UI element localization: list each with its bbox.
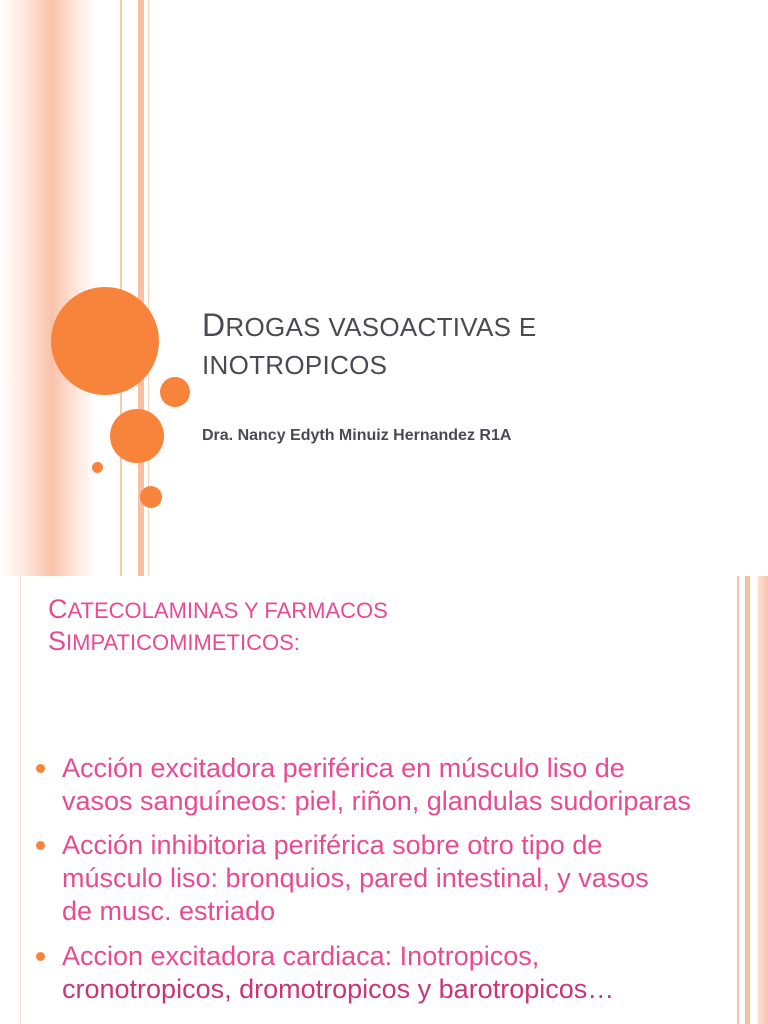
content-slide	[0, 576, 768, 1024]
decorative-circle	[140, 486, 162, 508]
decorative-circle	[160, 377, 190, 407]
bullet-line: de musc. estriado	[62, 896, 276, 926]
bullet-dot-icon	[36, 952, 45, 961]
bullet-dot-icon	[36, 841, 45, 850]
bullet-item	[62, 940, 762, 1006]
decorative-circle-large	[51, 287, 159, 395]
decorative-stripe	[20, 576, 21, 1024]
decorative-circle	[110, 409, 164, 463]
slide-title-line-2: INOTROPICOS	[202, 350, 388, 380]
slide-heading-line-1: CATECOLAMINAS Y FARMACOS	[48, 594, 388, 624]
bullet-line: Acción inhibitoria periférica sobre otro tipo de	[62, 830, 603, 860]
bullet-line: cronotropicos, dromotropicos y barotropicos…	[62, 974, 615, 1004]
slide-title-line-1: DROGAS VASOACTIVAS E	[202, 307, 537, 343]
bullet-line: Accion excitadora cardiaca: Inotropicos,	[62, 941, 540, 971]
bullet-item	[62, 829, 762, 928]
bullet-line: músculo liso: bronquios, pared intestinal, y vasos	[62, 863, 649, 893]
decorative-stripe	[120, 0, 122, 576]
slide-heading-line-2: SIMPATICOMIMETICOS:	[48, 626, 300, 656]
bullet-line: Acción excitadora periférica en músculo liso de	[62, 753, 625, 783]
slide-subtitle: Dra. Nancy Edyth Minuiz Hernandez R1A	[202, 427, 512, 444]
decorative-circle	[92, 462, 103, 473]
bullet-line: vasos sanguíneos: piel, riñon, glandulas sudoriparas	[62, 786, 691, 816]
bullet-dot-icon	[36, 764, 45, 773]
decorative-stripe	[0, 0, 95, 576]
bullet-item	[62, 752, 762, 818]
